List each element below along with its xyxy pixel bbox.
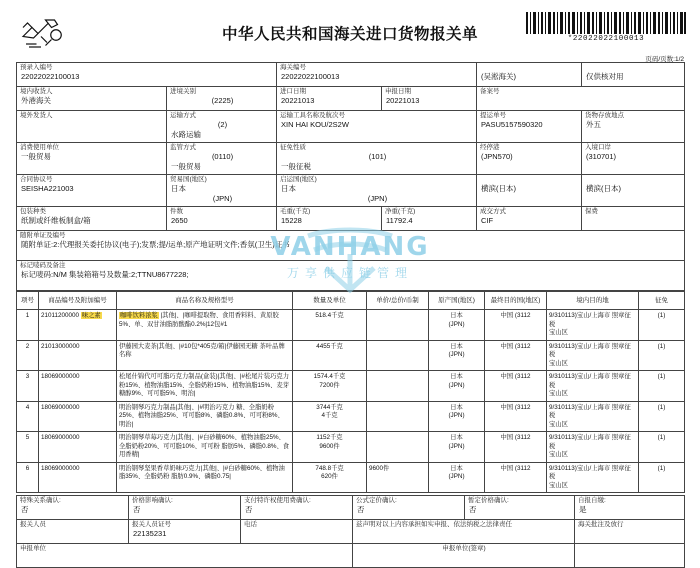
field-entry-port: 入境口岸 (310701)	[582, 143, 685, 175]
col-qty-unit: 数量及单位	[293, 292, 367, 310]
cell-exempt: (1)	[639, 371, 685, 402]
cell-item-no: 1	[17, 310, 39, 341]
barcode	[526, 12, 686, 42]
cell-hs-code: 18069000000	[39, 401, 117, 432]
col-name-spec: 商品名称及规格型号	[117, 292, 293, 310]
field-formula-price: 公式定价确认: 否	[353, 496, 465, 520]
table-row	[17, 432, 685, 463]
cell-exempt: (1)	[639, 401, 685, 432]
cell-exempt: (1)	[639, 432, 685, 463]
cell-item-no: 4	[17, 401, 39, 432]
cell-name-spec: 咖啡饮料浓浆 |其他|、|咖啡提取物、食用香料料、黄原胶5%、单、双甘油脂肪酸酯0.2%|12包#1	[117, 310, 293, 341]
field-temporary-price: 暂定价格确认: 否	[465, 496, 575, 520]
page-title: 中华人民共和国海关进口货物报关单	[221, 25, 478, 43]
cell-price: 9600件	[367, 462, 429, 493]
cell-origin: 日本 (JPN)	[429, 462, 485, 493]
cell-domestic-dest: 9/310113)宝山/上海市 照章征税 宝山区	[547, 340, 639, 371]
field-trade-terms: 成交方式 CIF	[477, 207, 582, 231]
field-approval-box	[575, 544, 685, 568]
field-gross-weight: 毛重(千克) 15228	[277, 207, 382, 231]
field-transit-port-value: 横滨(日本)	[477, 175, 582, 207]
cell-item-no: 2	[17, 340, 39, 371]
barcode-number: *22022022100013	[567, 35, 645, 43]
cell-name-spec: 明治钢琴巧克力制品|其他|、|#明治巧克力 糖、全脂奶粉25%、植物油脂25%、可可脂8%、磷脂0.8%、可可粉8%、明治|	[117, 401, 293, 432]
cell-hs-code: 21013000000	[39, 340, 117, 371]
declaration-footer	[16, 495, 685, 568]
field-net-weight: 净重(千克) 11792.4	[382, 207, 477, 231]
field-bl-no: 提运单号 PASU5157590320	[477, 111, 582, 143]
field-port-of-entry: 进境关别 (2225)	[167, 87, 277, 111]
col-hs-code: 商品编号及附加编号	[39, 292, 117, 310]
field-pre-entry-no: 预录入编号 22022022100013	[17, 63, 277, 87]
highlight-product-name: 咖啡饮料浓浆	[120, 312, 158, 319]
cell-dest: 中国 (3112	[485, 310, 547, 341]
field-statement: 兹声明对以上内容承担如实申报、依法纳税之法律责任	[353, 520, 575, 544]
field-consumer-unit: 消费使用单位 一般贸易	[17, 143, 167, 175]
cell-exempt: (1)	[639, 462, 685, 493]
field-pieces: 件数 2650	[167, 207, 277, 231]
field-declare-date: 申报日期 20221013	[382, 87, 477, 111]
cell-hs-code: 18069000000	[39, 371, 117, 402]
cell-dest: 中国 (3112	[485, 462, 547, 493]
field-phone: 电话	[241, 520, 353, 544]
cell-exempt: (1)	[639, 310, 685, 341]
watermark-logo-icon	[290, 228, 410, 298]
field-customs-approval: 海关批注及放行	[575, 520, 685, 544]
cell-domestic-dest: 9/310113)宝山/上海市 照章征税 宝山区	[547, 371, 639, 402]
field-seal: 申报单位(签章)	[353, 544, 575, 568]
cell-qty: 3744千克 4千克	[293, 401, 367, 432]
field-transport-mode: 运输方式 (2) 水路运输	[167, 111, 277, 143]
cell-price	[367, 340, 429, 371]
field-marks-notes: 标记唛码及备注 标记唛码:N/M 集装箱箱号及数量:2;TTNU8677228;	[17, 261, 685, 291]
field-royalty: 支付特许权使用费确认: 否	[241, 496, 353, 520]
cell-qty: 748.8千克 620件	[293, 462, 367, 493]
field-price-influence: 价格影响确认: 否	[129, 496, 241, 520]
col-domestic-dest: 境内目的地	[547, 292, 639, 310]
cell-exempt: (1)	[639, 340, 685, 371]
cell-dest: 中国 (3112	[485, 371, 547, 402]
table-row	[17, 462, 685, 493]
cell-dest: 中国 (3112	[485, 432, 547, 463]
field-goods-location: 货物存放地点 外五	[582, 111, 685, 143]
table-row	[17, 340, 685, 371]
field-transport-name: 运输工具名称及航次号 XIN HAI KOU/2S2W	[277, 111, 477, 143]
field-transit-port: 经停港 (JPN570)	[477, 143, 582, 175]
field-consignee: 境内收货人 外港海关	[17, 87, 167, 111]
field-special-relation: 特殊关系确认: 否	[17, 496, 129, 520]
field-supervision-mode: 监管方式 (0110) 一般贸易	[167, 143, 277, 175]
field-customs-office: (吴淞海关)	[477, 63, 582, 87]
col-origin: 原产国(地区)	[429, 292, 485, 310]
cell-qty: 518.4千克	[293, 310, 367, 341]
col-price: 单价/总价/币制	[367, 292, 429, 310]
field-entry-port-value: 横滨(日本)	[582, 175, 685, 207]
cell-name-spec: 松尾什锦代可可脂巧克力制品(盒装)|其他|、|#松尾片装巧克力粉15%、植物油脂15%、全脂奶粉15%、植物油脂15%、麦芽糖醇9%、可可脂5%、明治|	[117, 371, 293, 402]
field-overseas-shipper: 境外发货人	[17, 111, 167, 143]
cell-name-spec: 明治钢琴坚果香草奶味巧克力|其他|、|#白砂糖60%、植物油脂35%、全脂奶粉 脂肪0.9%、磷脂0.75|	[117, 462, 293, 493]
cell-domestic-dest: 9/310113)宝山/上海市 照章征税 宝山区	[547, 310, 639, 341]
field-arrival-country: 启运国(地区) 日本 (JPN)	[277, 175, 477, 207]
watermark-subtext: 万享供应链管理	[286, 266, 414, 280]
cell-hs-code: 18069000000	[39, 432, 117, 463]
field-declarant-id: 报关人员证号 22135231	[129, 520, 241, 544]
cell-dest: 中国 (3112	[485, 340, 547, 371]
cell-qty: 1152千克 9600件	[293, 432, 367, 463]
table-row	[17, 371, 685, 402]
col-exempt: 征免	[639, 292, 685, 310]
table-row	[17, 310, 685, 341]
cell-price	[367, 310, 429, 341]
field-check-note: 仅供核对用	[582, 63, 685, 87]
cell-qty: 4455千克	[293, 340, 367, 371]
goods-table	[16, 291, 685, 493]
table-row	[17, 401, 685, 432]
col-item-no: 项号	[17, 292, 39, 310]
cell-item-no: 6	[17, 462, 39, 493]
cell-hs-code: 18069000000	[39, 462, 117, 493]
cell-price	[367, 432, 429, 463]
cell-name-spec: 明治钢琴草莓巧克力|其他|、|#白砂糖60%、植物油脂25%、全脂奶粉20%、可可脂10%、可可粉 脂肪5%、磷脂0.8%、食用香精|	[117, 432, 293, 463]
cell-item-no: 3	[17, 371, 39, 402]
page-number: 页码/页数:1/2	[645, 56, 684, 63]
cell-origin: 日本 (JPN)	[429, 371, 485, 402]
field-trade-country: 贸易国(地区) 日本 (JPN)	[167, 175, 277, 207]
cell-dest: 中国 (3112	[485, 401, 547, 432]
cell-item-no: 5	[17, 432, 39, 463]
highlight-brand: 味之素	[81, 312, 101, 319]
cell-domestic-dest: 9/310113)宝山/上海市 照章征税 宝山区	[547, 432, 639, 463]
field-declarant: 报关人员	[17, 520, 129, 544]
field-packing: 包装种类 纸制或纤维板制盒/箱	[17, 207, 167, 231]
cell-qty: 1574.4千克 7200件	[293, 371, 367, 402]
field-attached-docs: 随附单证及编号 随附单证:2:代理报关委托协议(电子);发票;提/运单;原产地证明文件;香氛(卫生)证书	[17, 231, 685, 261]
cell-origin: 日本 (JPN)	[429, 310, 485, 341]
field-import-date: 进口日期 20221013	[277, 87, 382, 111]
field-fees: 保费	[582, 207, 685, 231]
field-customs-no: 海关编号 22022022100013	[277, 63, 477, 87]
cell-origin: 日本 (JPN)	[429, 340, 485, 371]
field-self-declare: 自报自缴: 是	[575, 496, 685, 520]
cell-name-spec: 伊藤园大麦茶|其他|、|#10包*405克/箱|伊藤园无糖 茶叶品牌名称	[117, 340, 293, 371]
col-dest: 最终目的国(地区)	[485, 292, 547, 310]
field-declare-unit: 申报单位	[17, 544, 353, 568]
document-header	[0, 0, 700, 62]
field-levy-nature: 征免性质 (101) 一般征税	[277, 143, 477, 175]
watermark-text: VANHANG	[270, 232, 430, 262]
cell-price	[367, 371, 429, 402]
cell-domestic-dest: 9/310113)宝山/上海市 照章征税 宝山区	[547, 401, 639, 432]
cell-origin: 日本 (JPN)	[429, 432, 485, 463]
cell-domestic-dest: 9/310113)宝山/上海市 照章征税 宝山区	[547, 462, 639, 493]
cell-origin: 日本 (JPN)	[429, 401, 485, 432]
cell-price	[367, 401, 429, 432]
field-contract-no: 合同协议号 SEISHA221003	[17, 175, 167, 207]
field-record-no: 备案号	[477, 87, 685, 111]
cell-hs-code: 21011200000 味之素	[39, 310, 117, 341]
